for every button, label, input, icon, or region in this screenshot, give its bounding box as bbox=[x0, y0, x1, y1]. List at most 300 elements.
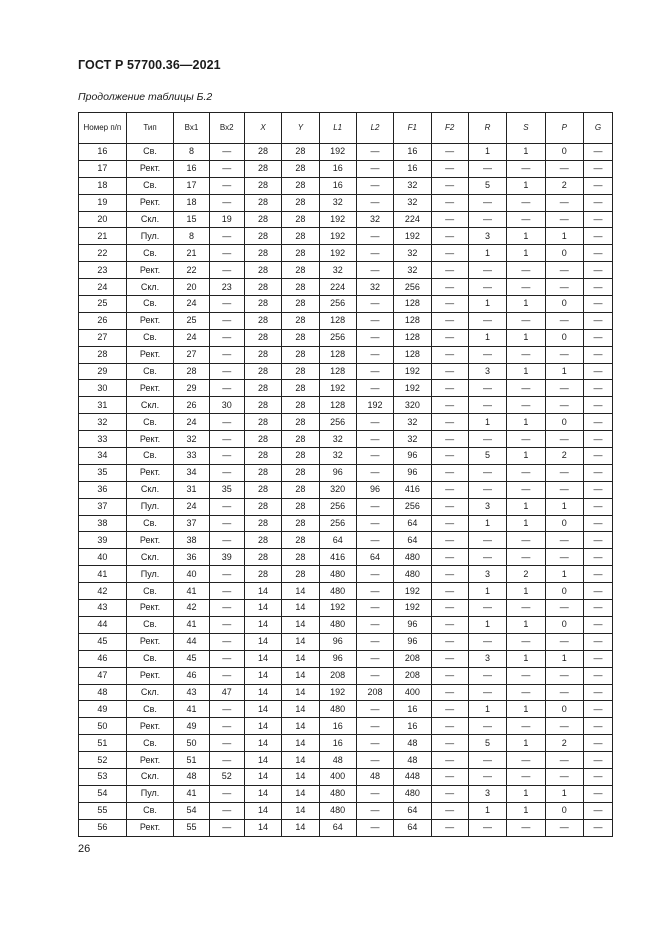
table-cell: 32 bbox=[319, 431, 356, 448]
table-cell: 14 bbox=[282, 633, 319, 650]
table-row bbox=[79, 296, 613, 313]
table-row bbox=[79, 684, 613, 701]
table-row bbox=[79, 144, 613, 161]
table-cell: 28 bbox=[282, 177, 319, 194]
table-cell: 24 bbox=[174, 414, 209, 431]
table-cell: 1 bbox=[468, 802, 506, 819]
table-cell: 28 bbox=[282, 245, 319, 262]
table-row bbox=[79, 768, 613, 785]
table-cell: Рект. bbox=[126, 431, 174, 448]
table-cell: — bbox=[431, 583, 468, 600]
table-cell: 28 bbox=[282, 566, 319, 583]
column-header: G bbox=[583, 113, 612, 144]
table-cell: 55 bbox=[79, 802, 127, 819]
table-cell: Св. bbox=[126, 296, 174, 313]
table-cell: — bbox=[356, 431, 393, 448]
table-cell: 128 bbox=[319, 346, 356, 363]
table-cell: 128 bbox=[394, 329, 431, 346]
column-header: Номер п/п bbox=[79, 113, 127, 144]
table-cell: — bbox=[507, 194, 545, 211]
table-cell: 28 bbox=[282, 549, 319, 566]
table-cell: 23 bbox=[79, 262, 127, 279]
table-cell: — bbox=[356, 228, 393, 245]
table-cell: 256 bbox=[319, 414, 356, 431]
table-cell: 28 bbox=[244, 329, 281, 346]
table-row bbox=[79, 245, 613, 262]
table-cell: 1 bbox=[507, 650, 545, 667]
table-row bbox=[79, 481, 613, 498]
table-cell: — bbox=[356, 819, 393, 836]
table-cell: — bbox=[431, 363, 468, 380]
table-cell: 26 bbox=[79, 312, 127, 329]
table-cell: — bbox=[431, 380, 468, 397]
table-cell: 28 bbox=[282, 211, 319, 228]
table-cell: — bbox=[583, 228, 612, 245]
table-cell: 400 bbox=[319, 768, 356, 785]
table-cell: — bbox=[545, 380, 583, 397]
table-cell: Скл. bbox=[126, 684, 174, 701]
table-cell: 16 bbox=[174, 160, 209, 177]
table-cell: 1 bbox=[468, 245, 506, 262]
table-cell: 208 bbox=[394, 667, 431, 684]
table-cell: 1 bbox=[507, 448, 545, 465]
table-cell: 47 bbox=[209, 684, 244, 701]
table-cell: 64 bbox=[394, 532, 431, 549]
table-cell: — bbox=[583, 583, 612, 600]
table-cell: — bbox=[431, 819, 468, 836]
table-cell: — bbox=[356, 194, 393, 211]
table-cell: — bbox=[583, 279, 612, 296]
table-row bbox=[79, 448, 613, 465]
table-cell: 14 bbox=[282, 752, 319, 769]
table-cell: 64 bbox=[319, 532, 356, 549]
table-cell: 28 bbox=[244, 211, 281, 228]
table-cell: 16 bbox=[79, 144, 127, 161]
column-header: L1 bbox=[319, 113, 356, 144]
table-cell: — bbox=[468, 194, 506, 211]
table-cell: — bbox=[431, 549, 468, 566]
table-cell: — bbox=[356, 144, 393, 161]
table-cell: 0 bbox=[545, 144, 583, 161]
table-cell: — bbox=[431, 498, 468, 515]
table-cell: 1 bbox=[507, 498, 545, 515]
table-cell: 480 bbox=[319, 616, 356, 633]
table-cell: Св. bbox=[126, 363, 174, 380]
table-cell: 1 bbox=[507, 144, 545, 161]
table-cell: 0 bbox=[545, 296, 583, 313]
table-cell: — bbox=[356, 312, 393, 329]
table-row bbox=[79, 211, 613, 228]
table-cell: — bbox=[356, 600, 393, 617]
table-cell: 192 bbox=[394, 600, 431, 617]
table-cell: 51 bbox=[174, 752, 209, 769]
table-cell: Рект. bbox=[126, 600, 174, 617]
table-cell: 1 bbox=[545, 363, 583, 380]
table-cell: 480 bbox=[394, 566, 431, 583]
table-cell: — bbox=[583, 296, 612, 313]
table-cell: 35 bbox=[79, 464, 127, 481]
table-cell: 39 bbox=[79, 532, 127, 549]
table-cell: — bbox=[209, 515, 244, 532]
table-cell: 28 bbox=[244, 431, 281, 448]
table-cell: — bbox=[431, 785, 468, 802]
table-cell: — bbox=[583, 262, 612, 279]
table-cell: — bbox=[356, 515, 393, 532]
table-cell: 1 bbox=[507, 177, 545, 194]
table-cell: Рект. bbox=[126, 160, 174, 177]
table-cell: 1 bbox=[468, 515, 506, 532]
table-cell: 14 bbox=[244, 633, 281, 650]
table-cell: — bbox=[431, 802, 468, 819]
table-cell: 5 bbox=[468, 448, 506, 465]
table-cell: 1 bbox=[468, 414, 506, 431]
table-cell: 28 bbox=[244, 481, 281, 498]
table-cell: 44 bbox=[174, 633, 209, 650]
table-cell: Рект. bbox=[126, 194, 174, 211]
table-cell: 36 bbox=[174, 549, 209, 566]
table-cell: 28 bbox=[244, 177, 281, 194]
table-cell: 28 bbox=[282, 329, 319, 346]
table-cell: 0 bbox=[545, 245, 583, 262]
table-cell: — bbox=[507, 464, 545, 481]
table-cell: 32 bbox=[79, 414, 127, 431]
table-cell: 28 bbox=[282, 228, 319, 245]
table-cell: Пул. bbox=[126, 228, 174, 245]
table-cell: 28 bbox=[244, 346, 281, 363]
table-cell: 54 bbox=[174, 802, 209, 819]
table-cell: — bbox=[507, 211, 545, 228]
table-cell: 96 bbox=[319, 633, 356, 650]
table-cell: — bbox=[431, 481, 468, 498]
table-cell: — bbox=[209, 566, 244, 583]
table-cell: — bbox=[507, 380, 545, 397]
table-row bbox=[79, 464, 613, 481]
table-cell: — bbox=[209, 616, 244, 633]
table-cell: 25 bbox=[174, 312, 209, 329]
table-cell: 50 bbox=[79, 718, 127, 735]
table-cell: — bbox=[431, 245, 468, 262]
table-cell: — bbox=[209, 228, 244, 245]
column-header: Y bbox=[282, 113, 319, 144]
table-cell: — bbox=[507, 600, 545, 617]
table-cell: — bbox=[431, 515, 468, 532]
table-cell: 41 bbox=[79, 566, 127, 583]
table-cell: 320 bbox=[394, 397, 431, 414]
table-cell: Скл. bbox=[126, 481, 174, 498]
table-cell: 3 bbox=[468, 228, 506, 245]
table-cell: 54 bbox=[79, 785, 127, 802]
table-cell: — bbox=[431, 160, 468, 177]
table-cell: — bbox=[209, 346, 244, 363]
table-cell: 32 bbox=[319, 448, 356, 465]
table-cell: 1 bbox=[468, 616, 506, 633]
table-cell: 41 bbox=[174, 616, 209, 633]
table-cell: 1 bbox=[468, 296, 506, 313]
table-cell: 27 bbox=[79, 329, 127, 346]
table-cell: 32 bbox=[394, 177, 431, 194]
table-cell: 15 bbox=[174, 211, 209, 228]
table-cell: Св. bbox=[126, 245, 174, 262]
table-cell: Пул. bbox=[126, 785, 174, 802]
table-cell: 224 bbox=[319, 279, 356, 296]
table-cell: 192 bbox=[394, 363, 431, 380]
table-cell: 1 bbox=[507, 701, 545, 718]
table-cell: — bbox=[209, 296, 244, 313]
table-cell: — bbox=[209, 718, 244, 735]
table-cell: 19 bbox=[79, 194, 127, 211]
table-cell: Рект. bbox=[126, 346, 174, 363]
table-cell: — bbox=[209, 633, 244, 650]
table-cell: 14 bbox=[282, 718, 319, 735]
table-cell: Рект. bbox=[126, 532, 174, 549]
table-cell: — bbox=[356, 262, 393, 279]
table-cell: 32 bbox=[394, 414, 431, 431]
table-cell: — bbox=[356, 633, 393, 650]
table-cell: 28 bbox=[282, 481, 319, 498]
table-row bbox=[79, 735, 613, 752]
table-cell: 14 bbox=[244, 650, 281, 667]
table-cell: — bbox=[545, 532, 583, 549]
table-cell: 28 bbox=[244, 414, 281, 431]
table-cell: Св. bbox=[126, 144, 174, 161]
table-cell: — bbox=[356, 532, 393, 549]
table-cell: Св. bbox=[126, 583, 174, 600]
table-cell: — bbox=[356, 566, 393, 583]
table-cell: — bbox=[431, 684, 468, 701]
table-cell: Св. bbox=[126, 735, 174, 752]
table-cell: 64 bbox=[356, 549, 393, 566]
table-cell: — bbox=[468, 549, 506, 566]
table-cell: 28 bbox=[282, 532, 319, 549]
table-row bbox=[79, 515, 613, 532]
table-row bbox=[79, 802, 613, 819]
table-cell: 17 bbox=[174, 177, 209, 194]
table-cell: — bbox=[583, 718, 612, 735]
table-cell: 33 bbox=[174, 448, 209, 465]
table-row bbox=[79, 566, 613, 583]
table-cell: — bbox=[209, 532, 244, 549]
table-row bbox=[79, 177, 613, 194]
table-cell: 1 bbox=[507, 245, 545, 262]
table-cell: — bbox=[431, 329, 468, 346]
table-cell: 22 bbox=[174, 262, 209, 279]
table-cell: 28 bbox=[282, 515, 319, 532]
table-cell: 400 bbox=[394, 684, 431, 701]
table-cell: — bbox=[356, 177, 393, 194]
table-cell: — bbox=[545, 600, 583, 617]
column-header: S bbox=[507, 113, 545, 144]
table-cell: 0 bbox=[545, 583, 583, 600]
table-cell: 1 bbox=[468, 583, 506, 600]
table-cell: 28 bbox=[282, 414, 319, 431]
table-cell: Св. bbox=[126, 515, 174, 532]
table-cell: — bbox=[431, 566, 468, 583]
table-cell: 28 bbox=[244, 448, 281, 465]
table-cell: 320 bbox=[319, 481, 356, 498]
table-cell: — bbox=[356, 583, 393, 600]
table-cell: 20 bbox=[79, 211, 127, 228]
table-cell: 28 bbox=[244, 262, 281, 279]
table-cell: Скл. bbox=[126, 211, 174, 228]
table-cell: Св. bbox=[126, 802, 174, 819]
table-cell: 21 bbox=[174, 245, 209, 262]
table-cell: 416 bbox=[319, 549, 356, 566]
table-cell: — bbox=[356, 296, 393, 313]
table-cell: 128 bbox=[394, 312, 431, 329]
table-cell: — bbox=[209, 498, 244, 515]
table-cell: 3 bbox=[468, 566, 506, 583]
table-cell: — bbox=[209, 819, 244, 836]
table-cell: — bbox=[431, 397, 468, 414]
table-cell: 30 bbox=[209, 397, 244, 414]
table-cell: 128 bbox=[319, 363, 356, 380]
table-cell: 1 bbox=[545, 228, 583, 245]
table-cell: 24 bbox=[174, 329, 209, 346]
table-cell: 192 bbox=[319, 144, 356, 161]
table-cell: — bbox=[431, 464, 468, 481]
table-cell: 28 bbox=[244, 498, 281, 515]
table-cell: 28 bbox=[244, 312, 281, 329]
table-cell: — bbox=[431, 194, 468, 211]
table-cell: 14 bbox=[244, 802, 281, 819]
table-cell: Св. bbox=[126, 448, 174, 465]
table-cell: 26 bbox=[174, 397, 209, 414]
table-cell: 14 bbox=[282, 802, 319, 819]
table-cell: — bbox=[468, 667, 506, 684]
table-cell: 38 bbox=[79, 515, 127, 532]
table-cell: — bbox=[356, 735, 393, 752]
table-cell: 50 bbox=[174, 735, 209, 752]
table-row bbox=[79, 498, 613, 515]
table-cell: — bbox=[468, 431, 506, 448]
table-cell: 46 bbox=[174, 667, 209, 684]
table-cell: 480 bbox=[319, 701, 356, 718]
table-cell: — bbox=[356, 160, 393, 177]
table-cell: 96 bbox=[394, 633, 431, 650]
table-cell: 28 bbox=[282, 380, 319, 397]
table-cell: 14 bbox=[244, 819, 281, 836]
table-cell: — bbox=[356, 448, 393, 465]
table-cell: 14 bbox=[282, 650, 319, 667]
table-cell: 36 bbox=[79, 481, 127, 498]
table-cell: — bbox=[356, 363, 393, 380]
table-cell: — bbox=[583, 633, 612, 650]
table-cell: 32 bbox=[394, 194, 431, 211]
table-cell: — bbox=[507, 160, 545, 177]
table-cell: — bbox=[209, 464, 244, 481]
table-row bbox=[79, 397, 613, 414]
table-cell: 28 bbox=[244, 194, 281, 211]
table-cell: 14 bbox=[244, 785, 281, 802]
table-cell: 1 bbox=[468, 701, 506, 718]
table-cell: 18 bbox=[79, 177, 127, 194]
table-cell: 14 bbox=[282, 735, 319, 752]
table-cell: — bbox=[583, 768, 612, 785]
table-cell: — bbox=[583, 177, 612, 194]
table-cell: 14 bbox=[244, 667, 281, 684]
table-cell: 28 bbox=[244, 464, 281, 481]
table-cell: Рект. bbox=[126, 718, 174, 735]
table-cell: — bbox=[356, 464, 393, 481]
table-cell: 16 bbox=[319, 177, 356, 194]
table-cell: — bbox=[583, 194, 612, 211]
table-cell: 3 bbox=[468, 650, 506, 667]
table-cell: — bbox=[507, 819, 545, 836]
table-cell: — bbox=[431, 600, 468, 617]
table-row bbox=[79, 431, 613, 448]
table-cell: 1 bbox=[507, 228, 545, 245]
table-cell: 39 bbox=[209, 549, 244, 566]
table-cell: — bbox=[356, 718, 393, 735]
table-cell: Рект. bbox=[126, 819, 174, 836]
table-cell: 53 bbox=[79, 768, 127, 785]
table-cell: — bbox=[209, 752, 244, 769]
table-cell: 28 bbox=[282, 296, 319, 313]
table-cell: — bbox=[209, 600, 244, 617]
table-cell: — bbox=[356, 498, 393, 515]
table-cell: — bbox=[583, 464, 612, 481]
table-cell: — bbox=[583, 684, 612, 701]
table-cell: — bbox=[209, 667, 244, 684]
table-cell: 48 bbox=[394, 735, 431, 752]
table-cell: — bbox=[356, 380, 393, 397]
table-cell: 42 bbox=[79, 583, 127, 600]
table-cell: 192 bbox=[319, 211, 356, 228]
table-cell: 48 bbox=[394, 752, 431, 769]
table-cell: — bbox=[468, 380, 506, 397]
table-cell: — bbox=[431, 735, 468, 752]
table-row bbox=[79, 785, 613, 802]
table-cell: 41 bbox=[174, 701, 209, 718]
table-cell: — bbox=[507, 262, 545, 279]
table-cell: 28 bbox=[282, 262, 319, 279]
table-row bbox=[79, 718, 613, 735]
table-cell: — bbox=[545, 211, 583, 228]
table-cell: 28 bbox=[244, 296, 281, 313]
table-cell: — bbox=[209, 144, 244, 161]
table-cell: 96 bbox=[394, 464, 431, 481]
table-cell: 64 bbox=[319, 819, 356, 836]
table-cell: 192 bbox=[394, 380, 431, 397]
table-cell: 64 bbox=[394, 819, 431, 836]
table-cell: — bbox=[356, 667, 393, 684]
table-cell: 28 bbox=[244, 380, 281, 397]
table-cell: — bbox=[545, 312, 583, 329]
table-cell: 16 bbox=[394, 718, 431, 735]
table-cell: 28 bbox=[282, 160, 319, 177]
table-cell: — bbox=[507, 312, 545, 329]
column-header: Вх1 bbox=[174, 113, 209, 144]
table-cell: — bbox=[545, 819, 583, 836]
table-cell: 25 bbox=[79, 296, 127, 313]
table-cell: — bbox=[583, 819, 612, 836]
table-cell: 48 bbox=[79, 684, 127, 701]
table-cell: — bbox=[356, 616, 393, 633]
table-cell: 34 bbox=[174, 464, 209, 481]
table-row bbox=[79, 414, 613, 431]
table-cell: — bbox=[545, 684, 583, 701]
table-row bbox=[79, 380, 613, 397]
table-cell: Рект. bbox=[126, 380, 174, 397]
table-cell: 256 bbox=[319, 498, 356, 515]
table-cell: 28 bbox=[244, 363, 281, 380]
table-cell: 19 bbox=[209, 211, 244, 228]
table-cell: 480 bbox=[319, 583, 356, 600]
table-cell: 192 bbox=[319, 684, 356, 701]
table-cell: 416 bbox=[394, 481, 431, 498]
table-cell: 48 bbox=[174, 768, 209, 785]
table-cell: Скл. bbox=[126, 549, 174, 566]
